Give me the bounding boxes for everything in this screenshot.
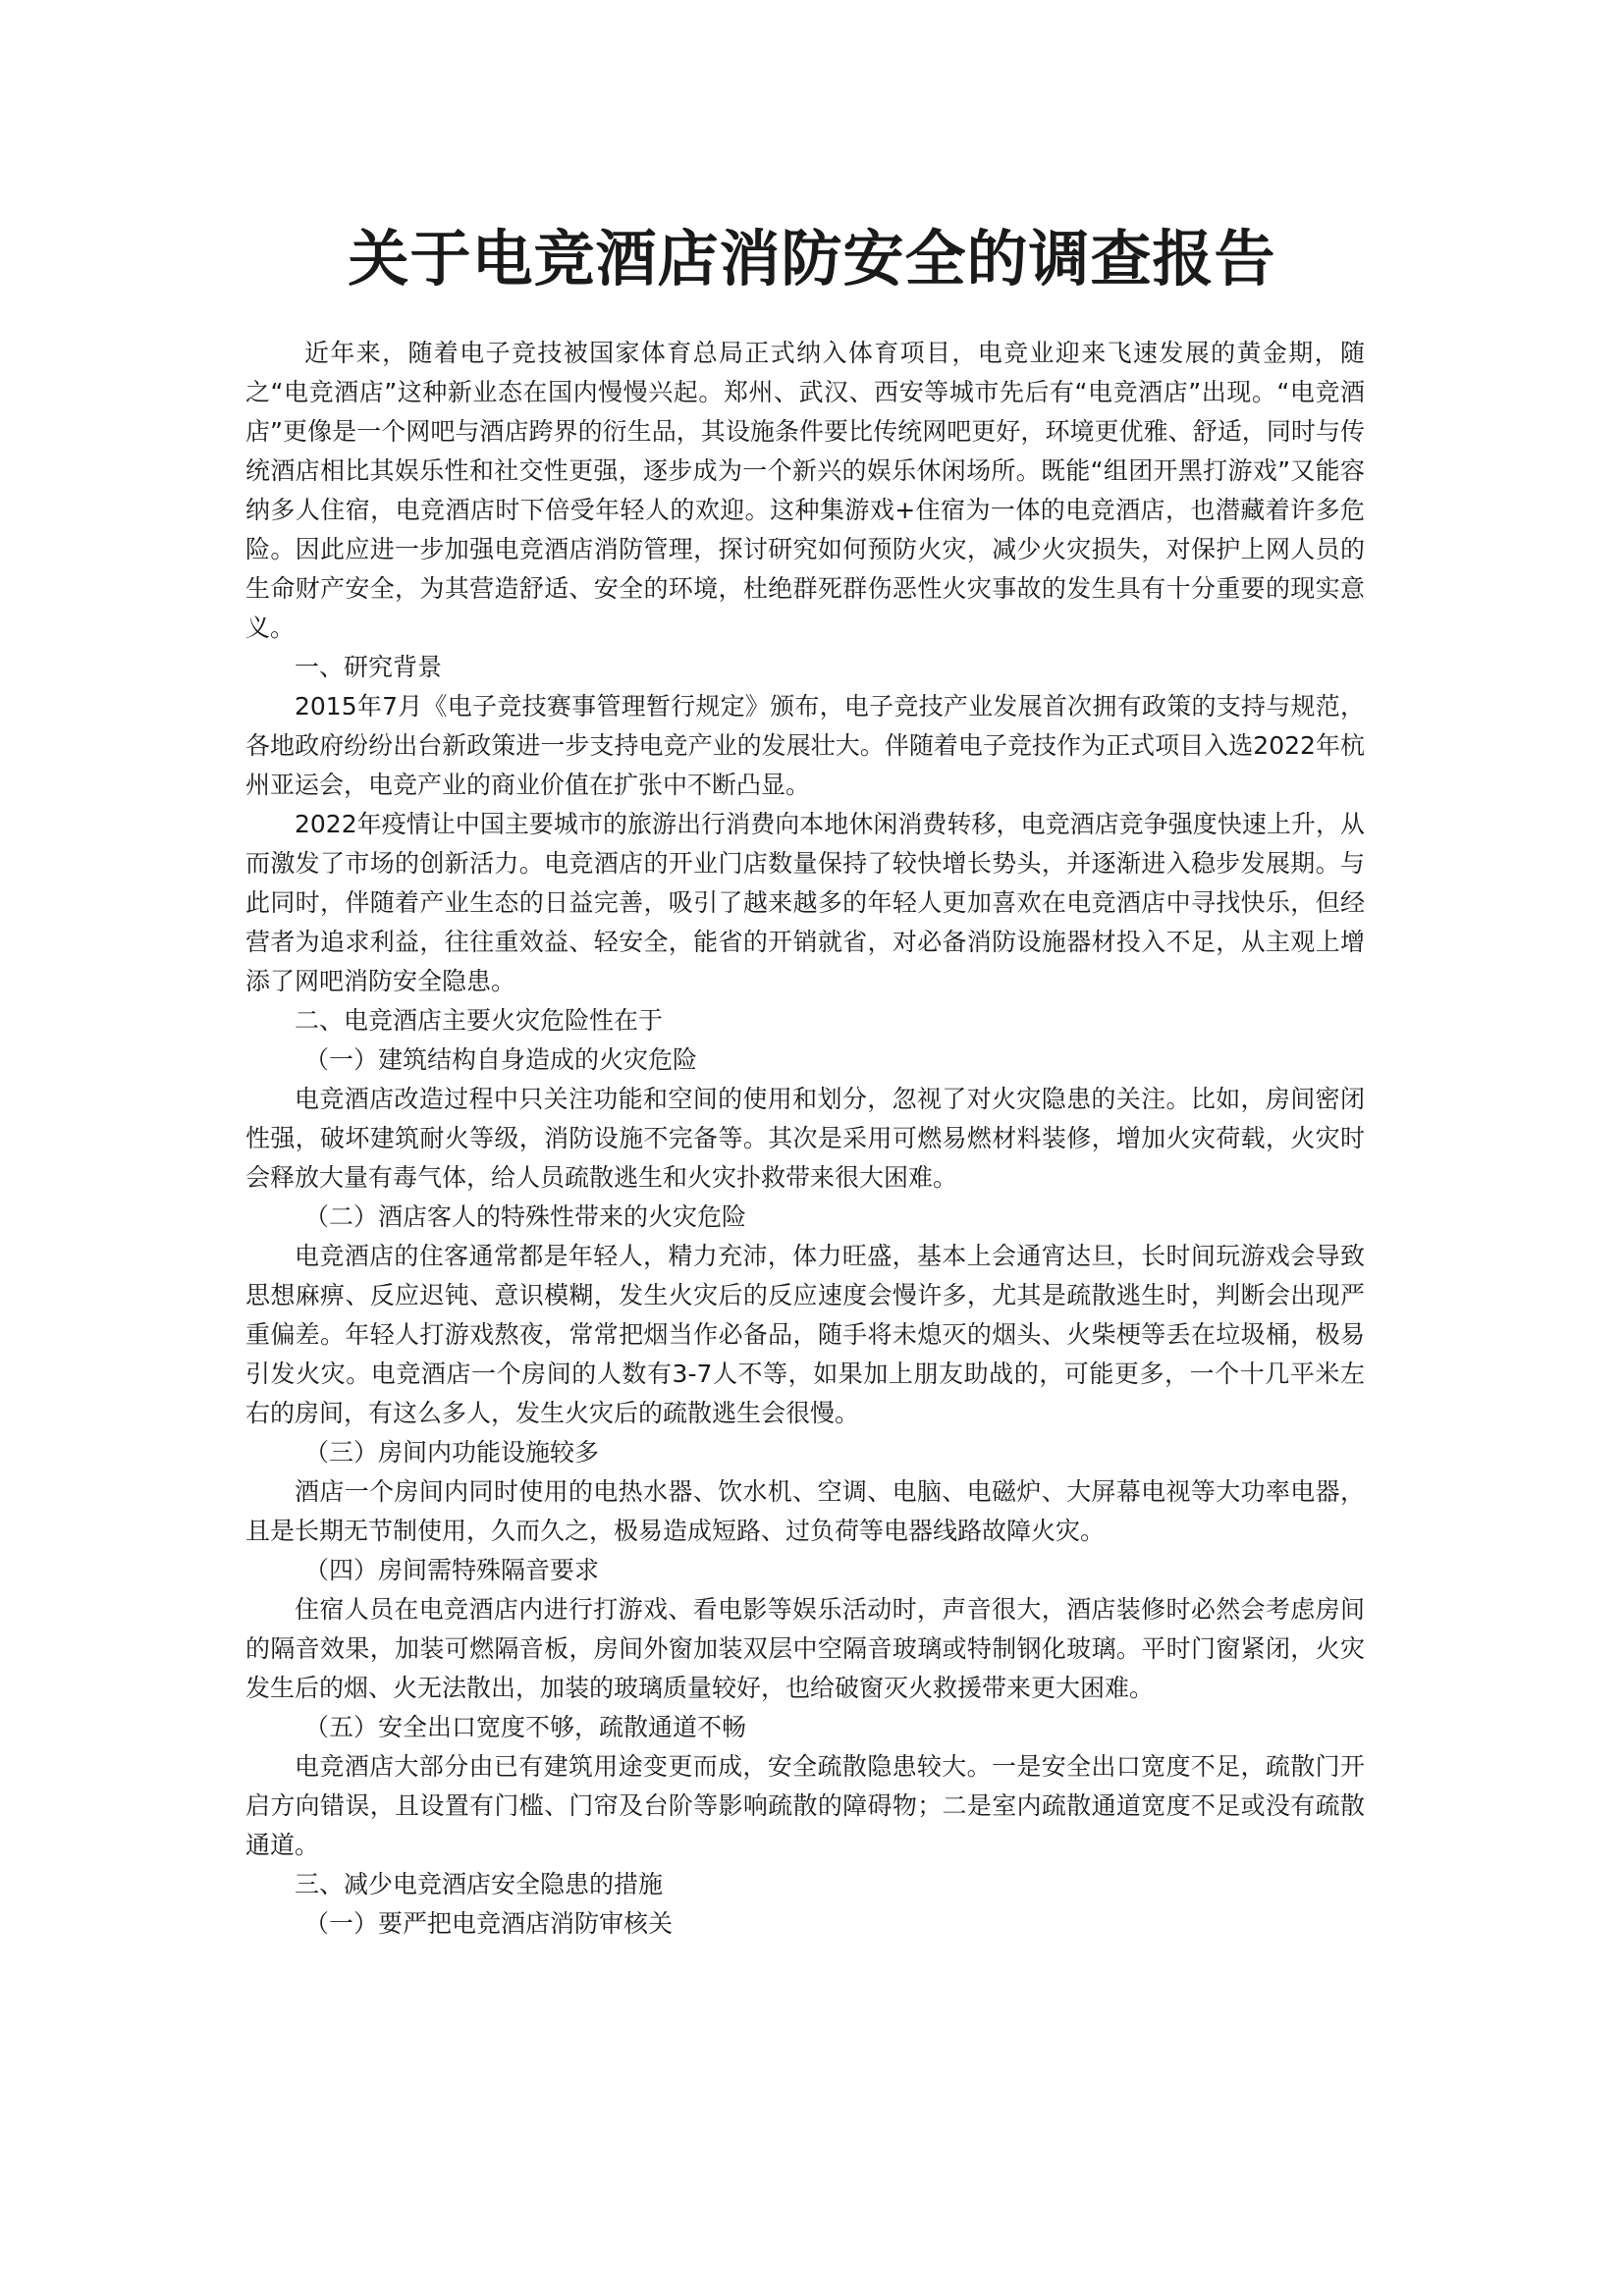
subsection-heading: （一）要严把电竞酒店消防审核关	[304, 1909, 674, 1938]
body-paragraph: 住宿人员在电竞酒店内进行打游戏、看电影等娱乐活动时，声音很大，酒店装修时必然会考虑房间的隔音效果，加装可燃隔音板，房间外窗加装双层中空隔音玻璃或特制钢化玻璃。平时门窗紧闭，火灾发生后的烟、火无法散出，加装的玻璃质量较好，也给破窗灭火救援带来更大困难。	[245, 1595, 1365, 1702]
body-paragraph: 电竞酒店改造过程中只关注功能和空间的使用和划分，忽视了对火灾隐患的关注。比如，房间密闭性强，破坏建筑耐火等级，消防设施不完备等。其次是采用可燃易燃材料装修，增加火灾荷载，火灾时会释放大量有毒气体，给人员疏散逃生和火灾扑救带来很大困难。	[245, 1085, 1365, 1192]
subsection-heading: （二）酒店客人的特殊性带来的火灾危险	[304, 1202, 747, 1231]
body-paragraph: 酒店一个房间内同时使用的电热水器、饮水机、空调、电脑、电磁炉、大屏幕电视等大功率电器，且是长期无节制使用，久而久之，极易造成短路、过负荷等电器线路故障火灾。	[245, 1477, 1365, 1545]
body-paragraph: 电竞酒店大部分由已有建筑用途变更而成，安全疏散隐患较大。一是安全出口宽度不足，疏散门开启方向错误，且设置有门槛、门帘及台阶等影响疏散的障碍物；二是室内疏散通道宽度不足或没有疏散通道。	[245, 1752, 1365, 1859]
body-paragraph: 2022年疫情让中国主要城市的旅游出行消费向本地休闲消费转移，电竞酒店竞争强度快速上升，从而激发了市场的创新活力。电竞酒店的开业门店数量保持了较快增长势头，并逐渐进入稳步发展期。与此同时，伴随着产业生态的日益完善，吸引了越来越多的年轻人更加喜欢在电竞酒店中寻找快乐，但经营者为追求利益，往往重效益、轻安全，能省的开销就省，对必备消防设施器材投入不足，从主观上增添了网吧消防安全隐患。	[245, 810, 1365, 995]
subsection-heading: （一）建筑结构自身造成的火灾危险	[304, 1045, 698, 1074]
subsection-heading: （三）房间内功能设施较多	[304, 1438, 600, 1467]
subsection-heading: （四）房间需特殊隔音要求	[304, 1556, 600, 1584]
section-heading: 二、电竞酒店主要火灾危险性在于	[295, 1006, 664, 1035]
document-body	[245, 334, 1365, 1944]
subsection-heading: （五）安全出口宽度不够，疏散通道不畅	[304, 1713, 747, 1741]
section-heading: 一、研究背景	[295, 653, 443, 681]
document-title: 关于电竞酒店消防安全的调查报告	[348, 223, 1276, 294]
body-paragraph: 2015年7月《电子竞技赛事管理暂行规定》颁布，电子竞技产业发展首次拥有政策的支持与规范，各地政府纷纷出台新政策进一步支持电竞产业的发展壮大。伴随着电子竞技作为正式项目入选2022年杭州亚运会，电竞产业的商业价值在扩张中不断凸显。	[245, 692, 1365, 799]
section-heading: 三、减少电竞酒店安全隐患的措施	[295, 1870, 664, 1898]
intro-paragraph: 近年来，随着电子竞技被国家体育总局正式纳入体育项目，电竞业迎来飞速发展的黄金期，随之“电竞酒店”这种新业态在国内慢慢兴起。郑州、武汉、西安等城市先后有“电竞酒店”出现。“电竞酒店”更像是一个网吧与酒店跨界的衍生品，其设施条件要比传统网吧更好，环境更优雅、舒适，同时与传统酒店相比其娱乐性和社交性更强，逐步成为一个新兴的娱乐休闲场所。既能“组团开黑打游戏”又能容纳多人住宿，电竞酒店时下倍受年轻人的欢迎。这种集游戏+住宿为一体的电竞酒店，也潜藏着许多危险。因此应进一步加强电竞酒店消防管理，探讨研究如何预防火灾，减少火灾损失，对保护上网人员的生命财产安全，为其营造舒适、安全的环境，杜绝群死群伤恶性火灾事故的发生具有十分重要的现实意义。	[245, 339, 1365, 642]
body-paragraph: 电竞酒店的住客通常都是年轻人，精力充沛，体力旺盛，基本上会通宵达旦，长时间玩游戏会导致思想麻痹、反应迟钝、意识模糊，发生火灾后的反应速度会慢许多，尤其是疏散逃生时，判断会出现严重偏差。年轻人打游戏熬夜，常常把烟当作必备品，随手将未熄灭的烟头、火柴梗等丢在垃圾桶，极易引发火灾。电竞酒店一个房间的人数有3-7人不等，如果加上朋友助战的，可能更多，一个十几平米左右的房间，有这么多人，发生火灾后的疏散逃生会很慢。	[245, 1242, 1365, 1427]
